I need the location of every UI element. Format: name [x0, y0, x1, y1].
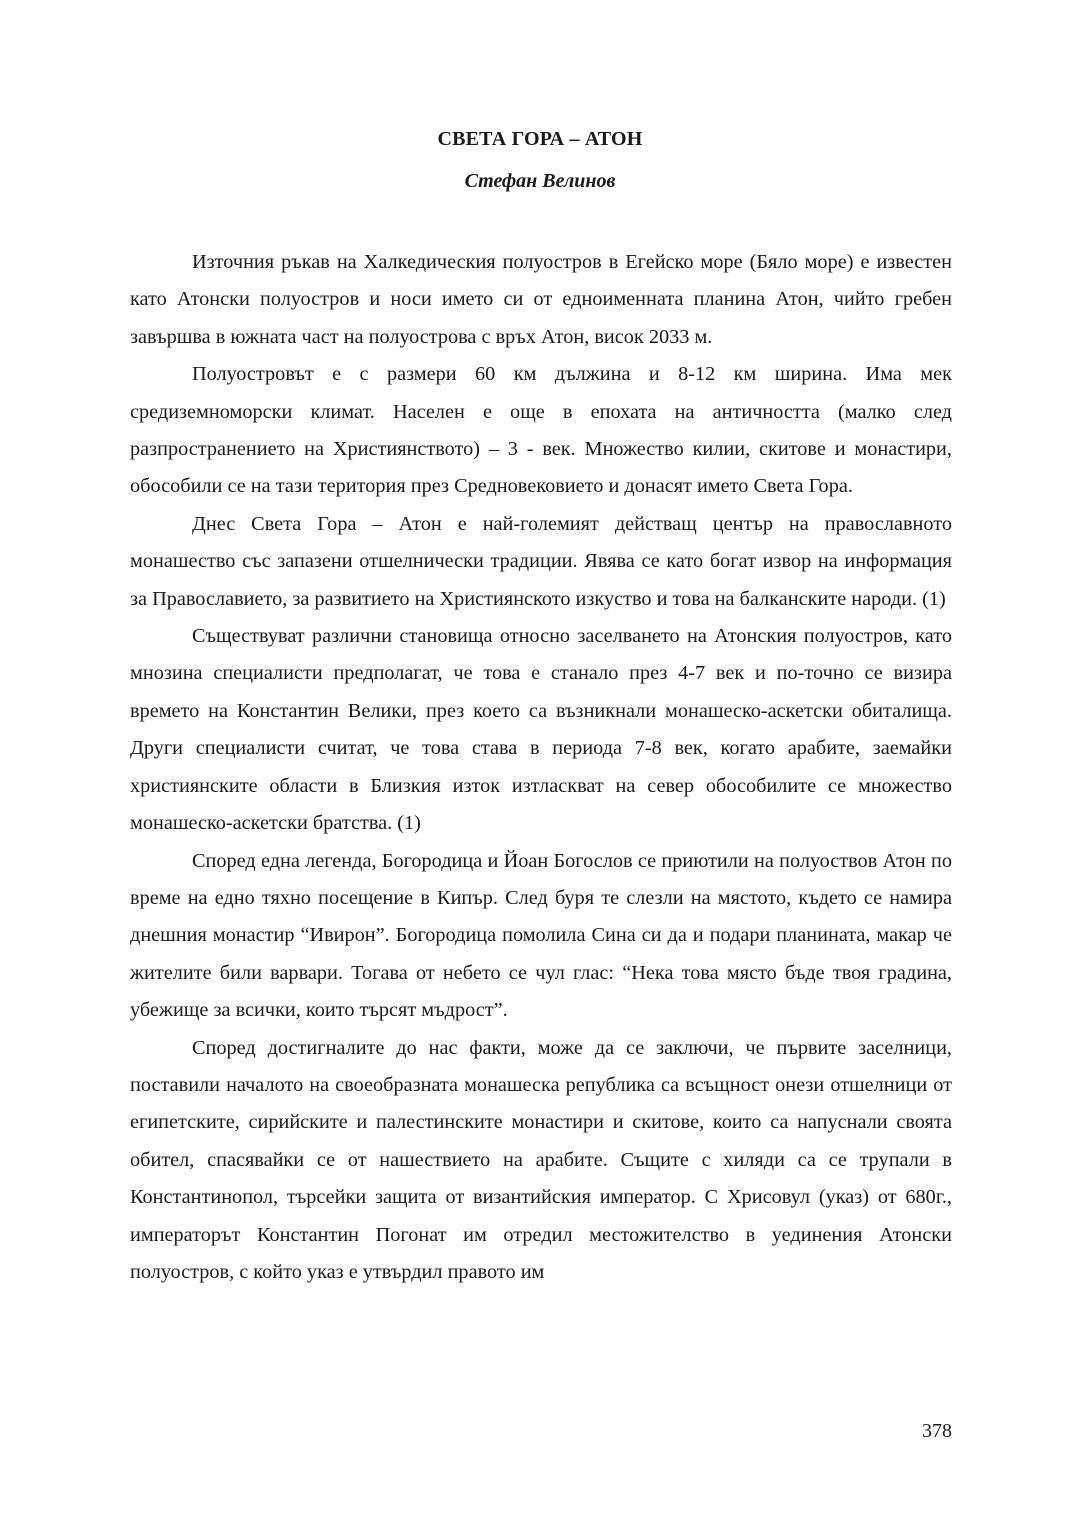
paragraph-6: Според достигналите до нас факти, може да се заключи, че първите заселници, поставили началото на своеобразната монашеска република са всъщност онези отшелници от египетските, сирийските и палестинските монастири и скитове, които са напуснали своята обител, спасявайки се от нашествието на арабите. Същите с хиляди са се трупали в Константинопол, търсейки защита от византийския император. С Хрисовул (указ) от 680г., императорът Константин Погонат им отредил местожителство в уединения Атонски полуостров, с който указ е утвърдил правото им: [130, 1036, 952, 1283]
paragraph-5: Според една легенда, Богородица и Йоан Богослов се приютили на полуоствов Атон по време на едно тяхно посещение в Кипър. След буря те слезли на мястото, където се намира днешния монастир “Ивирон”. Богородица помолила Сина си да и подари планината, макар че жителите били варвари. Тогава от небето се чул глас: “Нека това място бъде твоя градина, убежище за всички, които търсят мъдрост”.: [130, 849, 952, 1022]
paragraph-4: Съществуват различни становища относно заселването на Атонския полуостров, като мнозина специалисти предполагат, че това е станало през 4-7 век и по-точно се визира времето на Константин Велики, през което са възникнали монашеско-аскетски обиталища. Други специалисти считат, че това става в периода 7-8 век, когато арабите, заемайки християнските области в Близкия изток изтласкват на север обособилите се множество монашеско-аскетски братства. (1): [130, 625, 952, 835]
page-title: СВЕТА ГОРА – АТОН: [437, 128, 643, 150]
page-number: 378: [922, 1420, 952, 1442]
paragraph-2: Полуостровът е с размери 60 км дължина и 8-12 км ширина. Има мек средиземноморски климат. Населен е още в епохата на античността (малко след разпространението на Християнството) – 3 - век. Множество килии, скитове и монастири, обособили се на тази територия през Средновековието и донасят името Света Гора.: [130, 363, 952, 498]
paragraph-3: Днес Света Гора – Атон е най-големият действащ център на православното монашество със запазени отшелнически традиции. Явява се като богат извор на информация за Православието, за развитието на Християнското изкуство и това на балканските народи. (1): [130, 512, 952, 610]
paragraph-1: Източния ръкав на Халкедическия полуостров в Егейско море (Бяло море) е известен като Атонски полуостров и носи името си от едноименната планина Атон, чийто гребен завършва в южната част на полуострова с връх Атон, висок 2033 м.: [130, 251, 952, 348]
article-body: [130, 244, 952, 1291]
author-name: Стефан Велинов: [464, 170, 616, 192]
